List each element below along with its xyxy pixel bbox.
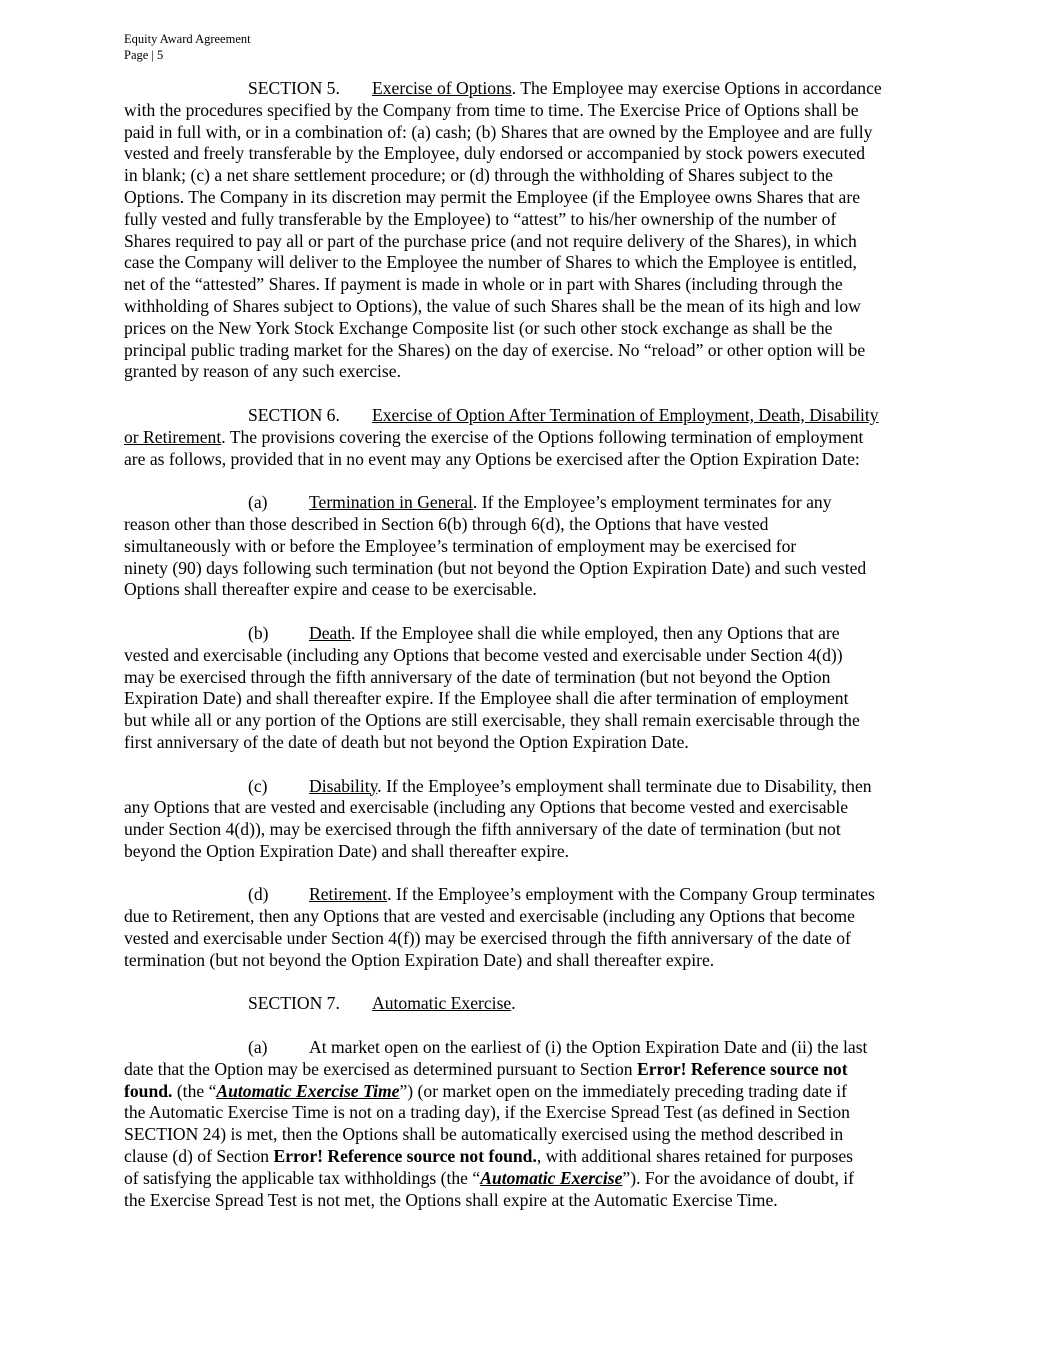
defined-term: Automatic Exercise Time: [216, 1080, 400, 1101]
text-line: are as follows, provided that in no event may any Options be exercised after the Option Expiration Date:: [124, 448, 860, 469]
text-line: Shares required to pay all or part of the purchase price (and not require delivery of the Shares), in which: [124, 230, 857, 251]
reference-error: Error! Reference source not: [637, 1058, 848, 1079]
subsection-7a: (a) At market open on the earliest of (i) the Option Expiration Date and (ii) the last date that the Option may be exercised as determined pursuant to Section Error! Reference source not found. (the “Automatic Exercise Time”) (or market open on the immediately preceding trading date if the Automatic Exercise Time is not on a trading day), if the Exercise Spread Test (as defined in Section SECTION 24) is met, then the Options shall be automatically exercised using the method described in clause (d) of Section Error! Reference source not found., with additional shares retained for purposes of satisfying the applicable tax withholdings (the “Automatic Exercise”). For the avoidance of doubt, if the Exercise Spread Test is not met, the Options shall expire at the Automatic Exercise Time.: [124, 1037, 934, 1211]
section-number: SECTION 6.: [248, 404, 340, 425]
section-6: SECTION 6. Exercise of Option After Termination of Employment, Death, Disability or Retirement. The provisions covering the exercise of the Options following termination of employment are as follows, provided that in no event may any Options be exercised after the Option Expiration Date:: [124, 405, 934, 470]
text-line: first anniversary of the date of death but not beyond the Option Expiration Date.: [124, 731, 689, 752]
subsection-6d: (d) Retirement. If the Employee’s employment with the Company Group terminates due to Retirement, then any Options that are vested and exercisable (including any Options that become vested and exercisable under Section 4(f)) may be exercised through the fifth anniversary of the date of termination (but not beyond the Option Expiration Date) and shall thereafter expire.: [124, 884, 934, 971]
defined-term: Automatic Exercise: [480, 1167, 623, 1188]
subsection-label: (a): [248, 492, 268, 513]
section-heading: Automatic Exercise: [372, 993, 512, 1014]
subsection-6a: (a) Termination in General. If the Employee’s employment terminates for any reason other than those described in Section 6(b) through 6(d), the Options that have vested simultaneously with or before the Employee’s termination of employment may be exercised for ninety (90) days following such termination (but not beyond the Option Expiration Date) and such vested Options shall thereafter expire and cease to be exercisable.: [124, 492, 934, 601]
reference-error: Error! Reference source not found.: [273, 1146, 537, 1167]
subsection-heading: Death: [309, 622, 352, 643]
text-line: simultaneously with or before the Employee’s termination of employment may be exercised for: [124, 535, 797, 556]
text-line: Expiration Date) and shall thereafter expire. If the Employee shall die after termination of employment: [124, 688, 849, 709]
section-heading-cont: or Retirement: [124, 426, 222, 447]
reference-error: found.: [124, 1080, 173, 1101]
subsection-label: (a): [248, 1037, 268, 1058]
text-line: Options shall thereafter expire and cease to be exercisable.: [124, 579, 537, 600]
text-line: net of the “attested” Shares. If payment is made in whole or in part with Shares (including through the: [124, 274, 843, 295]
subsection-6b: (b) Death. If the Employee shall die while employed, then any Options that are vested and exercisable (including any Options that become vested and exercisable under Section 4(d)) may be exercised through the fifth anniversary of the date of termination (but not beyond the Option Expiration Date) and shall thereafter expire. If the Employee shall die after termination of employment but while all or any portion of the Options are still exercisable, they shall remain exercisable through the first anniversary of the date of death but not beyond the Option Expiration Date.: [124, 623, 934, 754]
text-line: paid in full with, or in a combination of: (a) cash; (b) Shares that are owned by the Employee and are fully: [124, 121, 873, 142]
page-header: [124, 31, 251, 63]
text-line: may be exercised through the fifth anniversary of the date of termination (but not beyond the Option: [124, 666, 831, 687]
text-line: reason other than those described in Section 6(b) through 6(d), the Options that have vested: [124, 513, 769, 534]
text-line: in blank; (c) a net share settlement procedure; or (d) through the withholding of Shares subject to the: [124, 165, 833, 186]
subsection-heading: Retirement: [309, 884, 388, 905]
text-line: termination (but not beyond the Option Expiration Date) and shall thereafter expire.: [124, 949, 715, 970]
section-number: SECTION 5.: [248, 78, 340, 98]
document-title: Equity Award Agreement: [124, 32, 251, 46]
text-line: vested and exercisable (including any Options that become vested and exercisable under Section 4(d)): [124, 644, 843, 665]
section-7: SECTION 7. Automatic Exercise.: [248, 993, 516, 1014]
text-line: beyond the Option Expiration Date) and shall thereafter expire.: [124, 840, 570, 861]
subsection-label: (d): [248, 884, 269, 905]
subsection-heading: Disability: [309, 775, 378, 796]
text-line: any Options that are vested and exercisable (including any Options that become vested and exercisable: [124, 797, 849, 818]
text-line: due to Retirement, then any Options that are vested and exercisable (including any Options that become: [124, 906, 855, 927]
page-number: Page | 5: [124, 48, 164, 62]
subsection-6c: (c) Disability. If the Employee’s employment shall terminate due to Disability, then any Options that are vested and exercisable (including any Options that become vested and exercisable under Section 4(d)), may be exercised through the fifth anniversary of the date of termination (but not beyond the Option Expiration Date) and shall thereafter expire.: [124, 776, 934, 863]
document-body: [124, 78, 934, 1233]
section-5: SECTION 5. Exercise of Options. The Employee may exercise Options in accordance with the procedures specified by the Company from time to time. The Exercise Price of Options shall be paid in full with, or in a combination of: (a) cash; (b) Shares that are owned by the Employee and are fully vested and freely transferable by the Employee, duly endorsed or accompanied by stock powers executed in blank; (c) a net share settlement procedure; or (d) through the withholding of Shares subject to the Options. The Company in its discretion may permit the Employee (if the Employee owns Shares that are fully vested and fully transferable by the Employee) to “attest” to his/her ownership of the number of Shares required to pay all or part of the purchase price (and not require delivery of the Shares), in which case the Company will deliver to the Employee the number of Shares to which the Employee is entitled, net of the “attested” Shares. If payment is made in whole or in part with Shares (including through the withholding of Shares subject to Options), the value of such Shares shall be the mean of its high and low prices on the New York Stock Exchange Composite list (or such other stock exchange as shall be the principal public trading market for the Shares) on the day of exercise. No “reload” or other option will be granted by reason of any such exercise.: [124, 78, 934, 383]
text-line: the Automatic Exercise Time is not on a trading day), if the Exercise Spread Test (as defined in Section: [124, 1102, 850, 1123]
section-heading: Exercise of Options: [372, 78, 512, 98]
text-line: vested and exercisable under Section 4(f)) may be exercised through the fifth anniversary of the date of: [124, 928, 851, 949]
section-number: SECTION 7.: [248, 993, 340, 1014]
text-line: fully vested and fully transferable by the Employee) to “attest” to his/her ownership of the number of: [124, 208, 837, 229]
text-line: vested and freely transferable by the Employee, duly endorsed or accompanied by stock powers executed: [124, 143, 866, 164]
subsection-label: (c): [248, 775, 268, 796]
text-line: case the Company will deliver to the Employee the number of Shares to which the Employee is entitled,: [124, 252, 857, 273]
text-line: prices on the New York Stock Exchange Composite list (or such other stock exchange as shall be the: [124, 317, 833, 338]
text-line: under Section 4(d)), may be exercised through the fifth anniversary of the date of termination (but not: [124, 819, 841, 840]
text-line: withholding of Shares subject to Options), the value of such Shares shall be the mean of its high and low: [124, 295, 861, 316]
subsection-heading: Termination in General: [309, 492, 473, 513]
subsection-label: (b): [248, 622, 269, 643]
text-line: the Exercise Spread Test is not met, the Options shall expire at the Automatic Exercise Time.: [124, 1189, 778, 1210]
text-line: principal public trading market for the Shares) on the day of exercise. No “reload” or other option will be: [124, 339, 866, 360]
text-line: granted by reason of any such exercise.: [124, 361, 401, 382]
section-heading: Exercise of Option After Termination of Employment, Death, Disability: [372, 404, 879, 425]
text-line: with the procedures specified by the Company from time to time. The Exercise Price of Options shall be: [124, 99, 859, 120]
text-line: but while all or any portion of the Options are still exercisable, they shall remain exercisable through the: [124, 710, 860, 731]
text-line: SECTION 24) is met, then the Options shall be automatically exercised using the method described in: [124, 1124, 844, 1145]
text-line: ninety (90) days following such termination (but not beyond the Option Expiration Date) and such vested: [124, 557, 867, 578]
text-line: Options. The Company in its discretion may permit the Employee (if the Employee owns Shares that are: [124, 186, 861, 207]
